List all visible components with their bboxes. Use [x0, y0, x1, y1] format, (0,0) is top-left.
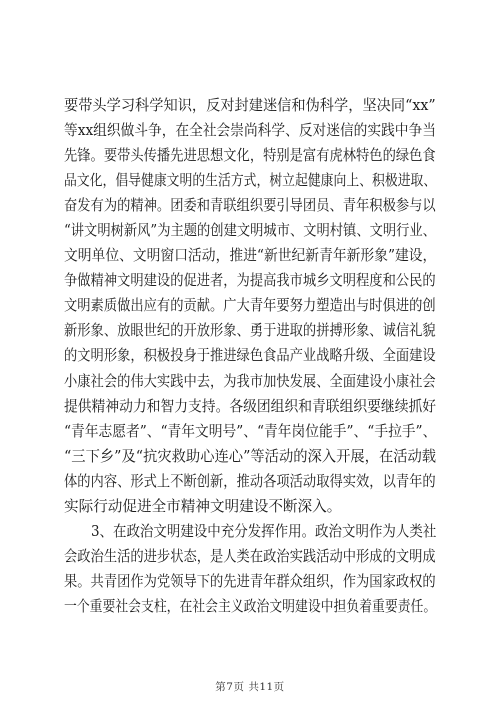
text-line: 奋发有为的精神。团委和青联组织要引导团员、青年积极参与以 [64, 197, 436, 215]
text-line: 等xx组织做斗争，在全社会崇尚科学、反对迷信的实践中争当 [64, 122, 436, 140]
text-line: “讲文明树新风”为主题的创建文明城市、文明村镇、文明行业、 [64, 222, 436, 240]
text-line: “青年志愿者”、“青年文明号”、“青年岗位能手”、“手拉手”、 [64, 422, 437, 440]
text-line: 要带头学习科学知识，反对封建迷信和伪科学，坚决同“xx” [64, 97, 436, 114]
text-line: 提供精神动力和智力支持。各级团组织和青联组织要继续抓好 [64, 397, 437, 415]
text-line: 果。共青团作为党领导下的先进青年群众组织，作为国家政权的 [64, 572, 436, 590]
text-line: 文明素质做出应有的贡献。广大青年要努力塑造出与时俱进的创 [64, 297, 436, 315]
body-text [64, 93, 436, 619]
text-line: 体的内容、形式上不断创新，推动各项活动取得实效，以青年的 [64, 472, 436, 490]
text-line: 小康社会的伟大实践中去，为我市加快发展、全面建设小康社会 [64, 372, 436, 390]
text-line: “三下乡”及“抗灾救助心连心”等活动的深入开展，在活动载 [64, 447, 437, 465]
text-line: 文明单位、文明窗口活动，推进“新世纪新青年新形象”建设， [64, 247, 437, 265]
text-line: 3、在政治文明建设中充分发挥作用。政治文明作为人类社 [64, 522, 437, 540]
text-line: 的文明形象，积极投身于推进绿色食品产业战略升级、全面建设 [64, 347, 436, 365]
text-line: 品文化，倡导健康文明的生活方式，树立起健康向上、积极进取、 [64, 172, 437, 190]
text-line: 会政治生活的进步状态，是人类在政治实践活动中形成的文明成 [64, 547, 436, 565]
text-line: 先锋。要带头传播先进思想文化，特别是富有虎林特色的绿色食 [64, 147, 436, 165]
text-line: 实际行动促进全市精神文明建设不断深入。 [64, 497, 342, 515]
page-footer: 第7页 共11页 [215, 681, 285, 693]
text-line: 一个重要社会支柱，在社会主义政治文明建设中担负着重要责任。 [64, 597, 437, 615]
text-line: 新形象、放眼世纪的开放形象、勇于进取的拼搏形象、诚信礼貌 [64, 322, 436, 340]
text-line: 争做精神文明建设的促进者，为提高我市城乡文明程度和公民的 [64, 272, 436, 290]
